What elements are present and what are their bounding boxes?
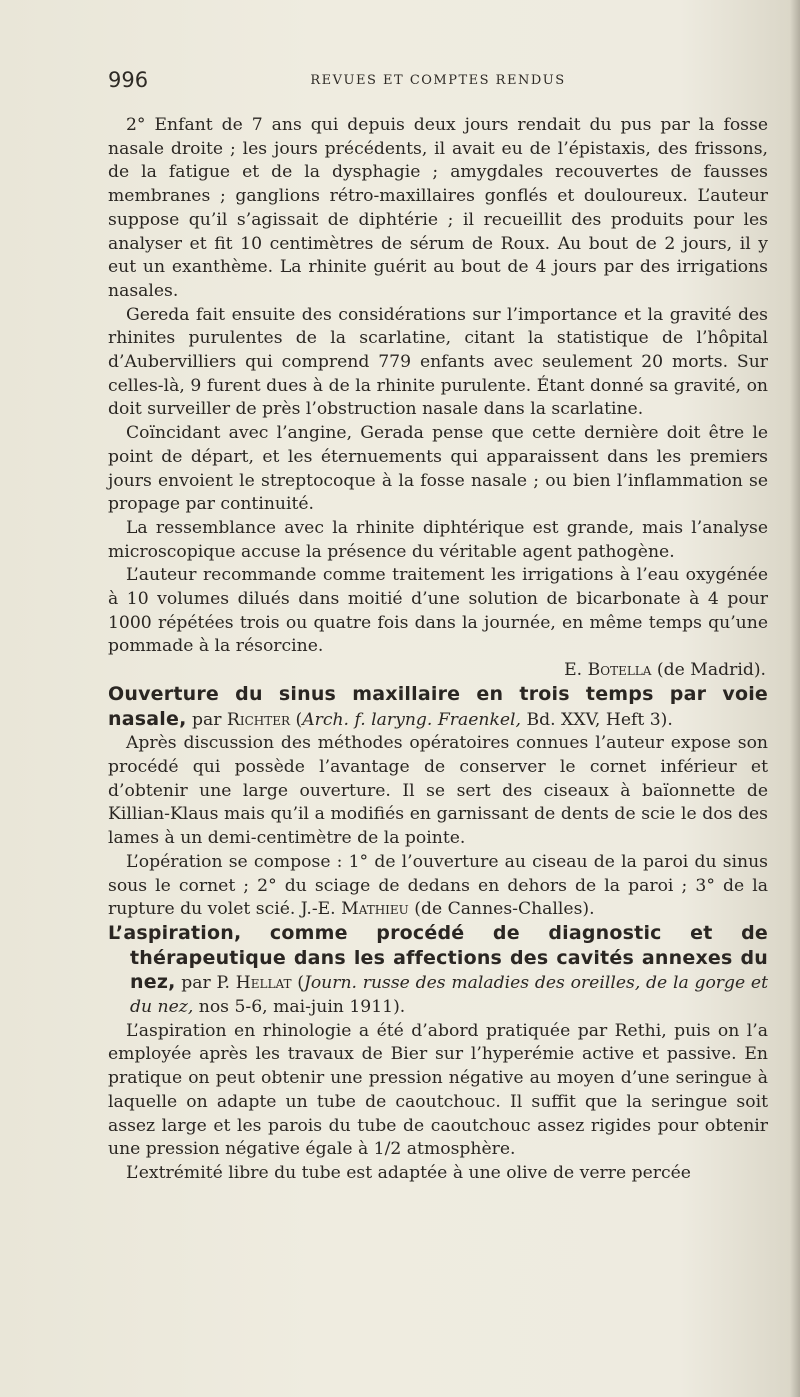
paragraph: L’auteur recommande comme traitement les irrigations à l’eau oxygénée à 10 volumes dilués dans moitié d’une solution de bicarbonate à 4 pour 1000 répétées trois ou quatre fois dans la journée, en même temps qu’une pommade à la résorcine. <box>108 565 768 657</box>
article-author: Richter <box>226 709 291 730</box>
signature-place: (de Madrid). <box>651 660 766 681</box>
paragraph: L’extrémité libre du tube est adaptée à une olive de verre percée <box>126 1162 691 1183</box>
signature-name: Botella <box>587 660 652 681</box>
paragraph: Coïncidant avec l’angine, Gerada pense que cette dernière doit être le point de départ, et les éternuements qui apparaissent dans les premiers jours envoient le streptocoque à la fosse nasale ; ou bien l’inflammation se propage par continuité. <box>108 423 768 515</box>
page-header <box>108 68 768 98</box>
running-head: REVUES ET COMPTES RENDUS <box>310 73 566 88</box>
paragraph: L’aspiration en rhinologie a été d’abord pratiquée par Rethi, puis on l’a employée après les travaux de Bier sur l’hyperémie active et passive. En pratique on peut obtenir une pression négative au moyen d’une seringue à laquelle on adapte un tube de caoutchouc. Il suffit que la seringue soit assez large et les parois du tube de caoutchouc assez rigides pour obtenir une pression négative égale à 1/2 atmosphère. <box>108 1020 768 1160</box>
article-author: Hellat <box>235 973 292 994</box>
signature-initial: J.-E. <box>300 899 342 920</box>
paragraph: Après discussion des méthodes opératoires connues l’auteur expose son procédé qui possède l’avantage de conserver le cornet inférieur et d’obtenir une large ouverture. Il se sert des ciseaux à baïonnette de Killian-Klaus mais qu’il a modifiés en garnissant de dents de scie le dos des lames à un demi-centimètre de la pointe. <box>108 733 768 849</box>
reviewer-signature <box>108 659 768 683</box>
paren: ( <box>291 973 304 994</box>
journal-ref: Bd. XXV, Heft 3). <box>521 709 673 730</box>
signature-place: (de Cannes-Challes). <box>408 899 595 920</box>
page-edge-shadow <box>790 0 800 1397</box>
journal-name: Arch. f. laryng. Fraenkel, <box>302 709 521 730</box>
signature-initial: E. <box>564 660 588 681</box>
paragraph: La ressemblance avec la rhinite diphtérique est grande, mais l’analyse microscopique accuse la présence du véritable agent pathogène. <box>108 517 768 562</box>
journal-ref: nos 5-6, mai-juin 1911). <box>193 997 406 1018</box>
by-text: par <box>186 709 227 730</box>
paren: ( <box>290 709 303 730</box>
article-body <box>108 114 768 1186</box>
signature-name: Mathieu <box>341 899 409 920</box>
by-text: par P. <box>175 973 236 994</box>
paragraph <box>108 851 768 922</box>
journal-name: Journ. russe des maladies des oreilles, de la gorge et du nez, <box>130 973 769 1018</box>
paragraph-text: L’opération se compose : 1° de l’ouverture au ciseau de la paroi du sinus sous le cornet ; 2° du sciage de dedans en dehors de la paroi ; 3° de la rupture du volet scié. <box>108 851 768 920</box>
paragraph: Gereda fait ensuite des considérations sur l’importance et la gravité des rhinites purulentes de la scarlatine, citant la statistique de l’hôpital d’Aubervilliers qui comprend 779 enfants avec seulement 20 morts. Sur celles-là, 9 furent dues à de la rhinite purulente. Étant donné sa gravité, on doit surveiller de près l’obstruction nasale dans la scarlatine. <box>108 304 768 420</box>
article-heading <box>108 922 768 1020</box>
article-title: L’aspiration, comme procédé de diagnostic et de thérapeutique dans les affections des cavités annexes du nez, <box>108 921 768 994</box>
article-heading <box>108 683 768 732</box>
paragraph: 2° Enfant de 7 ans qui depuis deux jours rendait du pus par la fosse nasale droite ; les jours précédents, il avait eu de l’épistaxis, des frissons, de la fatigue et de la dysphagie ; amygdales recouvertes de fausses membranes ; ganglions rétro-maxillaires gonflés et douloureux. L’auteur suppose qu’il s’agissait de diphtérie ; il recueillit des produits pour les analyser et fit 10 centimètres de sérum de Roux. Au bout de 2 jours, il y eut un exanthème. La rhinite guérit au bout de 4 jours par des irrigations nasales. <box>108 115 768 301</box>
page-number: 996 <box>108 68 149 92</box>
article-title: Ouverture du sinus maxillaire en trois temps par voie nasale, <box>108 682 768 730</box>
